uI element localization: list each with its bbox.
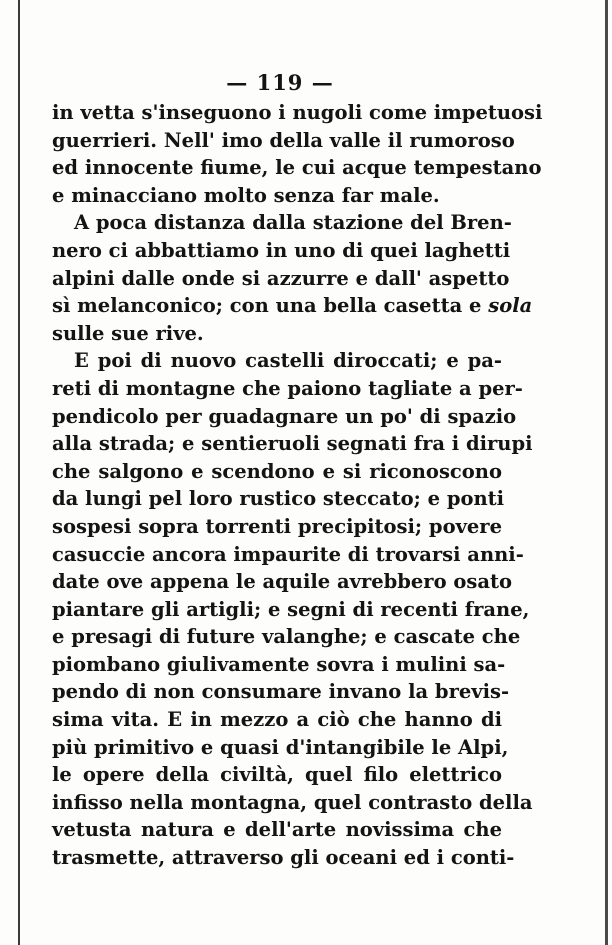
text-line: date ove appena le aquile avrebbero osato	[52, 570, 513, 594]
text-line: sima vita. E in mezzo a ciò che hanno di	[52, 708, 502, 732]
text-line: nero ci abbattiamo in uno di quei laghetti	[52, 238, 511, 262]
text-line: trasmette, attraverso gli oceani ed i conti-	[52, 846, 515, 870]
page-number: — 119 —	[226, 70, 334, 95]
text-line: pendo di non consumare invano la brevis-	[52, 680, 510, 704]
text-line: da lungi pel loro rustico steccato; e ponti	[52, 487, 505, 511]
body-text	[52, 99, 543, 872]
page-binding-edge	[18, 0, 20, 945]
paragraph-3	[52, 347, 533, 871]
text-line: più primitivo e quasi d'intangibile le Alpi,	[52, 735, 509, 759]
text-line: piantare gli artigli; e segni di recenti frane,	[52, 597, 530, 621]
text-line: le opere della civiltà, quel filo elettrico	[52, 763, 502, 787]
text-line: alla strada; e sentieruoli segnati fra i dirupi	[52, 432, 533, 456]
text-line: sulle sue rive.	[52, 321, 204, 345]
text-line: reti di montagne che paiono tagliate a per-	[52, 376, 523, 400]
text-line-with-italic	[52, 292, 533, 320]
text-line: sospesi sopra torrenti precipitosi; povere	[52, 514, 502, 538]
text-line: alpini dalle onde si azzurre e dall' aspetto	[52, 266, 510, 290]
text-line: infisso nella montagna, quel contrasto della	[52, 790, 533, 814]
text-line: ed innocente fiume, le cui acque tempestano	[52, 156, 542, 180]
text-segment: sì melanconico; con una bella casetta e	[52, 294, 482, 318]
text-line: E poi di nuovo castelli diroccati; e pa-	[74, 349, 502, 373]
paragraph-2	[52, 209, 533, 347]
text-line: in vetta s'inseguono i nugoli come impetuosi	[52, 101, 543, 124]
paragraph-1	[52, 99, 543, 209]
text-line: e presagi di future valanghe; e cascate che	[52, 625, 521, 649]
text-line: guerrieri. Nell' imo della valle il rumoroso	[52, 128, 515, 152]
text-line: A poca distanza dalla stazione del Bren-	[74, 211, 512, 235]
italic-word: sola	[488, 294, 533, 318]
text-line: che salgono e scendono e si riconoscono	[52, 459, 502, 483]
text-line: vetusta natura e dell'arte novissima che	[52, 818, 502, 842]
page-outer-edge	[605, 0, 608, 945]
text-line: e minacciano molto senza far male.	[52, 183, 440, 207]
text-line: piombano giulivamente sovra i mulini sa-	[52, 652, 506, 676]
text-line: pendicolo per guadagnare un po' di spazio	[52, 404, 517, 428]
text-line: casuccie ancora impaurite di trovarsi anni-	[52, 542, 524, 566]
